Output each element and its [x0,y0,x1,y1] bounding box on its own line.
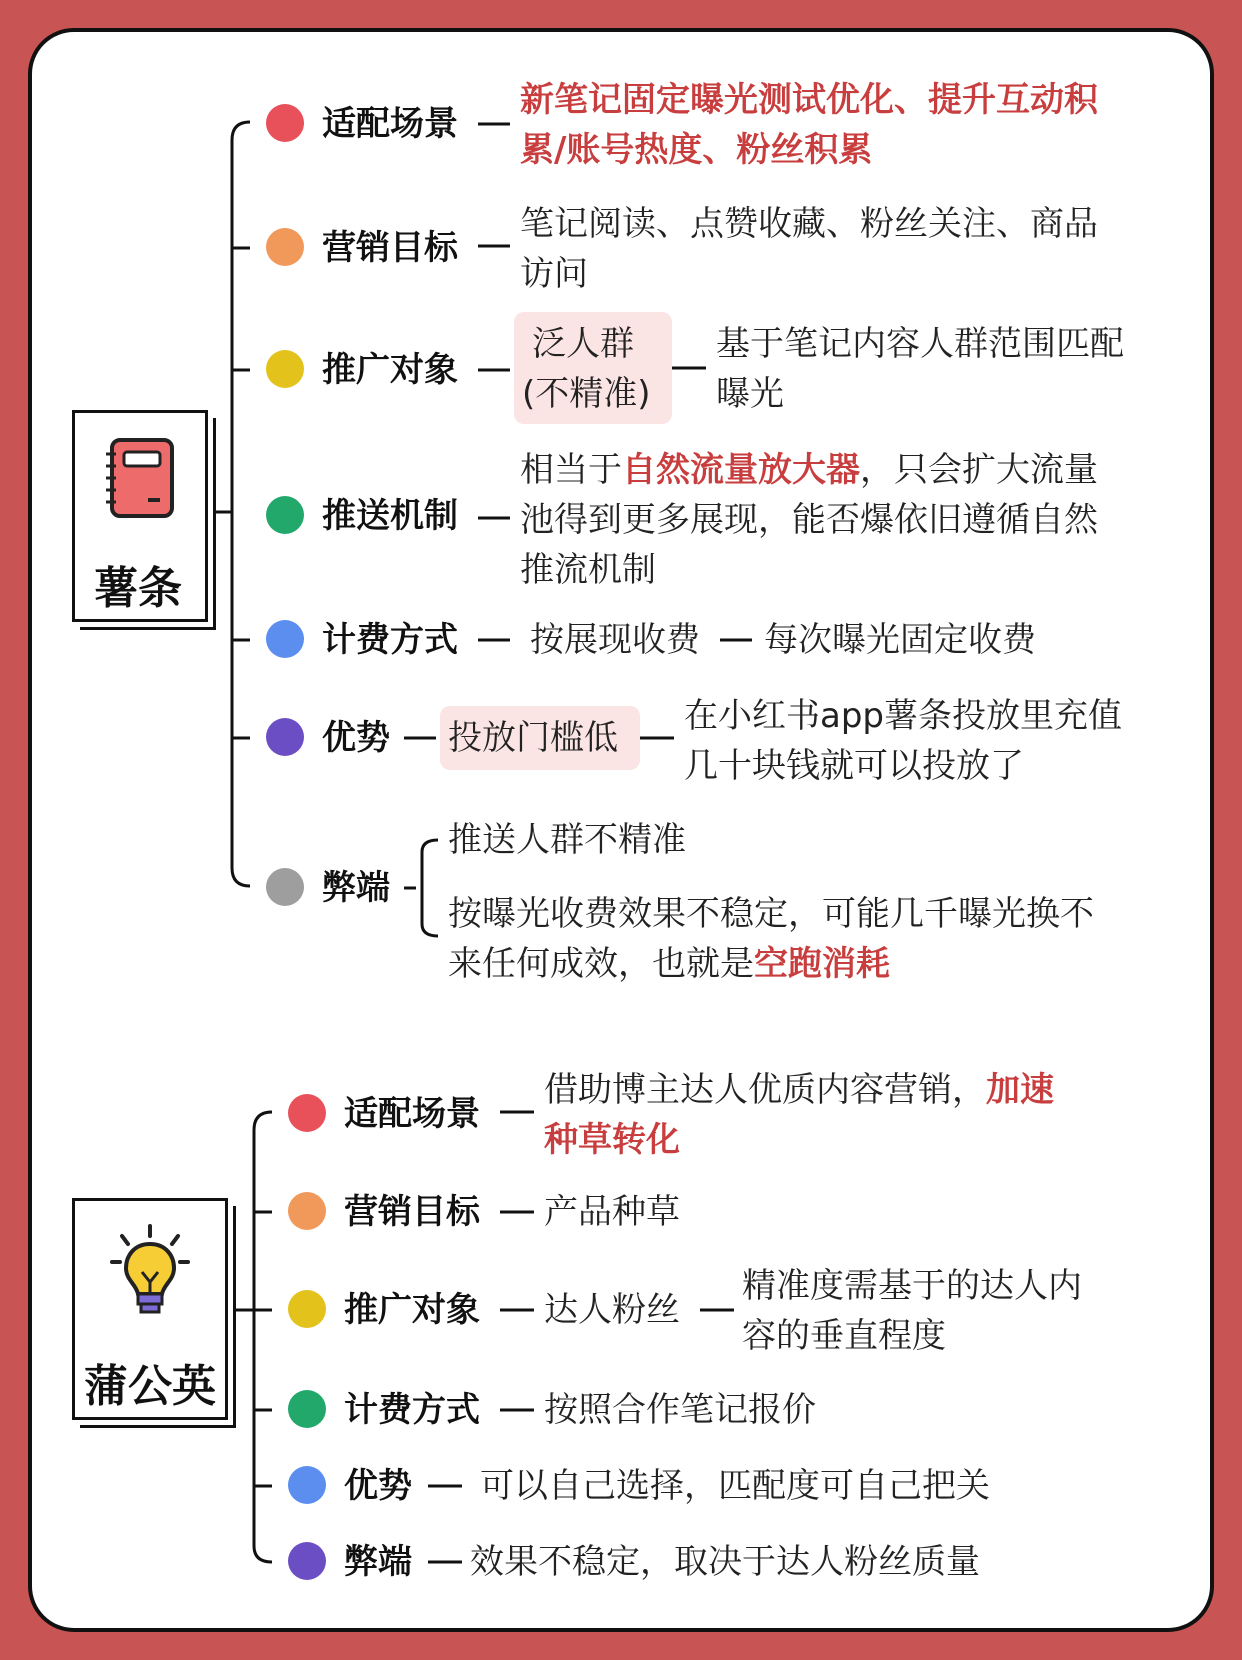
branch-dot-red [288,1094,326,1132]
target-detail-line1: 基于笔记内容人群范围匹配 [716,324,1124,364]
target-detail-line2: 容的垂直程度 [742,1316,946,1356]
shutiao-title: 薯条 [94,563,182,614]
branch-dot-blue [266,620,304,658]
target-sub: 达人粉丝 [544,1290,680,1330]
branch-label-push: 推送机制 [322,496,458,536]
cons-detail: 效果不稳定，取决于达人粉丝质量 [470,1542,980,1582]
target-detail-line1: 精准度需基于的达人内 [742,1266,1082,1306]
branch-dot-green [266,496,304,534]
branch-label-fee: 计费方式 [344,1390,480,1430]
branch-dot-yellow [288,1290,326,1328]
cons-item1: 推送人群不精准 [448,820,686,860]
adv-detail: 可以自己选择，匹配度可自己把关 [480,1466,990,1506]
branch-dot-red [266,104,304,142]
goal-detail-line1: 笔记阅读、点赞收藏、粉丝关注、商品 [520,204,1098,244]
cons-item2-line1: 按曝光收费效果不稳定，可能几千曝光换不 [448,894,1094,934]
branch-label-target: 推广对象 [322,350,458,390]
branch-label-goal: 营销目标 [322,228,458,268]
push-detail-line2: 池得到更多展现，能否爆依旧遵循自然 [520,500,1098,540]
adv-detail-line2: 几十块钱就可以投放了 [684,746,1024,786]
branch-dot-orange [288,1192,326,1230]
adv-sub: 投放门槛低 [448,718,618,758]
lightbulb-icon [108,1222,192,1318]
branch-label-cons: 弊端 [322,868,390,908]
fee-sub: 按展现收费 [530,620,700,660]
branch-dot-gray [266,868,304,906]
notebook-icon [100,434,180,524]
branch-label-adv: 优势 [344,1466,412,1506]
target-sub-line2: (不精准) [522,374,651,414]
branch-label-goal: 营销目标 [344,1192,480,1232]
dandelion-title: 蒲公英 [84,1361,216,1412]
goal-detail-line2: 访问 [520,254,588,294]
branch-dot-blue [288,1466,326,1504]
push-detail-line3: 推流机制 [520,550,656,590]
branch-dot-purple [288,1542,326,1580]
branch-label-cons: 弊端 [344,1542,412,1582]
branch-dot-green [288,1390,326,1428]
branch-label-scene: 适配场景 [344,1094,480,1134]
target-sub-line1: 泛人群 [532,324,634,364]
branch-label-target: 推广对象 [344,1290,480,1330]
fee-detail: 每次曝光固定收费 [764,620,1036,660]
cons-item2-line2: 来任何成效，也就是空跑消耗 [448,944,890,984]
target-detail-line2: 曝光 [716,374,784,414]
goal-detail: 产品种草 [544,1192,680,1232]
scene-detail-line1: 借助博主达人优质内容营销，加速 [544,1070,1054,1110]
scene-detail-line2: 累/账号热度、粉丝积累 [520,130,873,170]
branch-dot-purple [266,718,304,756]
branch-dot-orange [266,228,304,266]
push-detail-line1: 相当于自然流量放大器，只会扩大流量 [520,450,1098,490]
scene-detail-line2: 种草转化 [544,1120,680,1160]
adv-detail-line1: 在小红书app薯条投放里充值 [684,696,1122,736]
branch-label-adv: 优势 [322,718,390,758]
scene-detail-line1: 新笔记固定曝光测试优化、提升互动积 [520,80,1098,120]
branch-label-fee: 计费方式 [322,620,458,660]
fee-detail: 按照合作笔记报价 [544,1390,816,1430]
branch-label-scene: 适配场景 [322,104,458,144]
branch-dot-yellow [266,350,304,388]
